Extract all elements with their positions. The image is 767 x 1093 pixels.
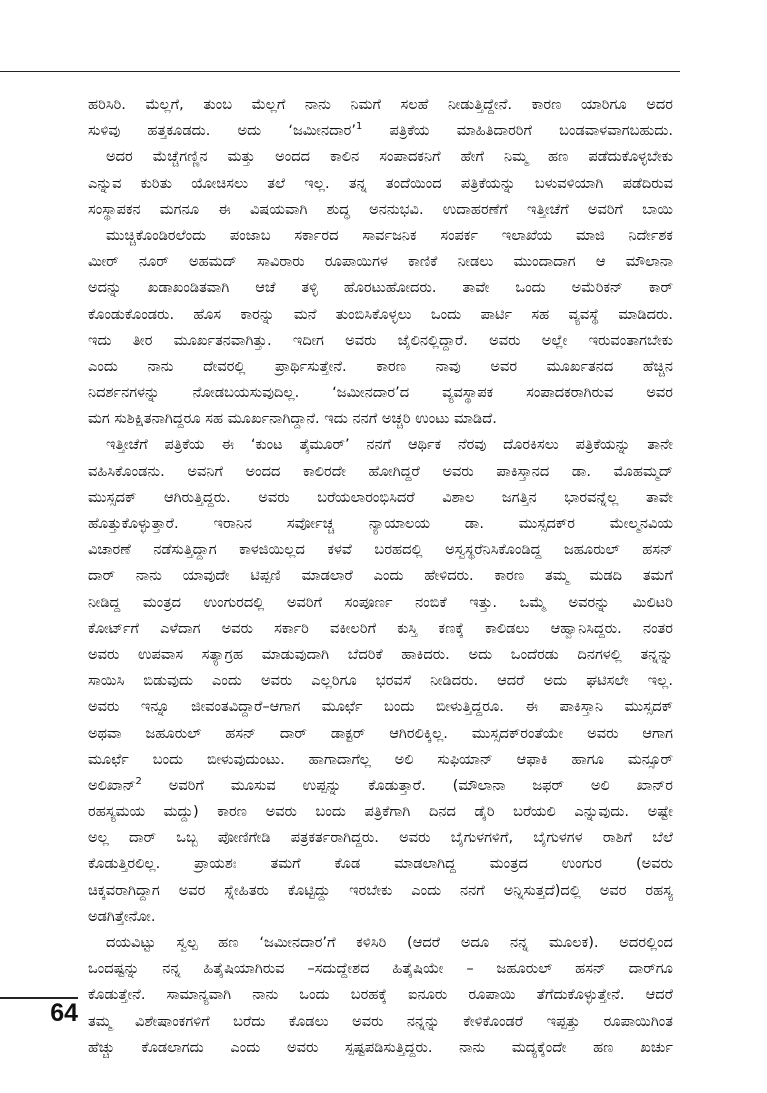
- text-line-start: ಅಲಿಖಾನ್: [88, 776, 136, 794]
- text-line: ಅಲ್ಲ ದಾರ್ ಒಬ್ಬ ಪೋಣಿಗೇಡಿ ಪತ್ರಕರ್ತರಾಗಿದ್ದರು. ಅವರು ಬೈಗುಳಗಳಿಗೆ, ಬೈಗುಳಗಳ ರಾಶಿಗೆ ಬೆಲೆ: [88, 829, 673, 847]
- text-line: ಒಂದಷ್ಟನ್ನು ನನ್ನ ಹಿತೈಷಿಯಾಗಿರುವ –ಸದುದ್ದೇಶದ ಹಿತೈಷಿಯೇ – ಜಹೂರುಲ್ ಹಸನ್ ದಾರ್‌ಗೂ: [88, 960, 673, 978]
- text-line: ರಹಸ್ಯಮಯ ಮದ್ದು) ಕಾರಣ ಅವರು ಬಂದು ಪತ್ರಿಕೆಗಾಗಿ ದಿನದ ಡೈರಿ ಬರೆಯಲಿ ಎನ್ನುವುದು. ಅಷ್ಟೇ: [88, 803, 673, 821]
- page-number: 64: [50, 999, 78, 1027]
- text-line: ಎಂದು ನಾನು ದೇವರಲ್ಲಿ ಪ್ರಾರ್ಥಿಸುತ್ತೇನೆ. ಕಾರಣ ನಾವು ಅವರ ಮೂರ್ಖತನದ ಹೆಚ್ಚಿನ: [88, 357, 673, 375]
- text-line-end: ಪತ್ರಿಕೆಯ ಮಾಹಿತಿದಾರರಿಗೆ ಬಂಡವಾಳವಾಗಬಹುದು.: [362, 122, 673, 140]
- text-line: ಮೀರ್ ನೂರ್ ಅಹಮದ್ ಸಾವಿರಾರು ರೂಪಾಯಿಗಳ ಕಾಣಿಕೆ ನೀಡಲು ಮುಂದಾದಾಗ ಆ ಮೌಲಾನಾ: [88, 253, 673, 271]
- text-line: ಇದು ತೀರ ಮೂರ್ಖತನವಾಗಿತ್ತು. ಇದೀಗ ಅವರು ಜೈಲಿನಲ್ಲಿದ್ದಾರೆ. ಅವರು ಅಲ್ಲೇ ಇರುವಂತಾಗಬೇಕು: [88, 331, 673, 349]
- text-line: ಹೊತ್ತುಕೊಳ್ಳುತ್ತಾರೆ. ಇರಾನಿನ ಸರ್ವೋಚ್ಚ ನ್ಯಾಯಾಲಯ ಡಾ. ಮುಸ್ಸದಕ್‌ರ ಮೇಲ್ಮನವಿಯ: [88, 515, 673, 532]
- text-line: ಅಡಗಿತ್ತೇನೋ.: [88, 907, 156, 925]
- text-line: ಮುಸ್ಸದಕ್ ಆಗಿರುತ್ತಿದ್ದರು. ಅವರು ಬರೆಯಲಾರಂಭಿಸಿದರೆ ವಿಶಾಲ ಜಗತ್ತಿನ ಭಾರವನ್ನೆಲ್ಲ ತಾವೇ: [88, 488, 673, 506]
- text-line: ದಯವಿಟ್ಟು ಸ್ವಲ್ಪ ಹಣ ‘ಜಮೀನದಾರ’ಗೆ ಕಳಿಸಿರಿ (ಆದರೆ ಅದೂ ನನ್ನ ಮೂಲಕ). ಅದರಲ್ಲಿಂದ: [106, 934, 673, 951]
- text-line: ಕೊಡುತ್ತಿರಲಿಲ್ಲ. ಪ್ರಾಯಶಃ ತಮಗೆ ಕೊಡ ಮಾಡಲಾಗಿದ್ದ ಮಂತ್ರದ ಉಂಗುರ (ಅವರು: [88, 855, 673, 873]
- text-line: ಚಿಕ್ಕವರಾಗಿದ್ದಾಗ ಅವರ ಸ್ನೇಹಿತರು ಕೊಟ್ಟಿದ್ದು ಇರಬೇಕು ಎಂದು ನನಗೆ ಅನ್ನಿಸುತ್ತದೆ)ದಲ್ಲಿ ಅವರ ರಹಸ್ಯ: [88, 881, 673, 899]
- text-line: ಹರಿಸಿರಿ. ಮೆಲ್ಲಗೆ, ತುಂಬ ಮೆಲ್ಲಗೆ ನಾನು ನಿಮಗೆ ಸಲಹೆ ನೀಡುತ್ತಿದ್ದೇನೆ. ಕಾರಣ ಯಾರಿಗೂ ಅದರ: [88, 96, 673, 113]
- text-line: ಅವರು ಉಪವಾಸ ಸತ್ಯಾಗ್ರಹ ಮಾಡುವುದಾಗಿ ಬೆದರಿಕೆ ಹಾಕಿದರು. ಅದು ಒಂದೆರಡು ದಿನಗಳಲ್ಲಿ ತನ್ನನ್ನು: [88, 645, 673, 663]
- text-line: ನೀಡಿದ್ದ ಮಂತ್ರದ ಉಂಗುರದಲ್ಲಿ ಅವರಿಗೆ ಸಂಪೂರ್ಣ ನಂಬಿಕೆ ಇತ್ತು. ಒಮ್ಮೆ ಅವರನ್ನು ಮಿಲಿಟರಿ: [88, 593, 673, 611]
- text-line: ಎನ್ನುವ ಕುರಿತು ಯೋಚಿಸಲು ತಲೆ ಇಲ್ಲ. ತನ್ನ ತಂದೆಯಿಂದ ಪತ್ರಿಕೆಯನ್ನು ಬಳುವಳಿಯಾಗಿ ಪಡೆದಿರುವ: [88, 174, 673, 192]
- text-line: ಮಗ ಸುಶಿಕ್ಷಿತನಾಗಿದ್ದರೂ ಸಹ ಮೂರ್ಖನಾಗಿದ್ದಾನೆ. ಇದು ನನಗೆ ಅಚ್ಚರಿ ಉಂಟು ಮಾಡಿದೆ.: [88, 410, 497, 428]
- text-line: ಕೊಡುತ್ತೇನೆ. ಸಾಮಾನ್ಯವಾಗಿ ನಾನು ಒಂದು ಬರಹಕ್ಕೆ ಐನೂರು ರೂಪಾಯಿ ತೆಗೆದುಕೊಳ್ಳುತ್ತೇನೆ. ಆದರೆ: [88, 986, 673, 1004]
- header-rule: [0, 71, 680, 72]
- text-line: ಕೋರ್ಟ್‌ಗೆ ಎಳೆದಾಗ ಅವರು ಸರ್ಕಾರಿ ವಕೀಲರಿಗೆ ಕುಸ್ತಿ ಕಣಕ್ಕೆ ಕಾಲಿಡಲು ಆಹ್ವಾನಿಸಿದ್ದರು. ನಂತರ: [88, 619, 673, 637]
- text-line: ಅದನ್ನು ಖಡಾಖಂಡಿತವಾಗಿ ಆಚೆ ತಳ್ಳಿ ಹೊರಟುಹೋದರು. ತಾವೇ ಒಂದು ಅಮೆರಿಕನ್ ಕಾರ್: [88, 279, 673, 297]
- text-line: ಅವರು ಇನ್ನೂ ಜೀವಂತವಿದ್ದಾರೆ–ಆಗಾಗ ಮೂರ್ಛೆ ಬಂದು ಬೀಳುತ್ತಿದ್ದರೂ. ಈ ಪಾಕಿಸ್ತಾನಿ ಮುಸ್ಸದಕ್: [88, 698, 673, 716]
- text-line: ಸಂಸ್ಥಾಪಕನ ಮಗನೂ ಈ ವಿಷಯವಾಗಿ ಶುದ್ಧ ಅನನುಭವಿ. ಉದಾಹರಣೆಗೆ ಇತ್ತೀಚೆಗೆ ಅವರಿಗೆ ಬಾಯಿ: [88, 200, 673, 218]
- text-line: [88, 118, 673, 144]
- text-line: ಕೊಂಡುಕೊಂಡರು. ಹೊಸ ಕಾರನ್ನು ಮನೆ ತುಂಬಿಸಿಕೊಳ್ಳಲು ಒಂದು ಪಾರ್ಟಿ ಸಹ ವ್ಯವಸ್ಥೆ ಮಾಡಿದರು.: [88, 305, 673, 323]
- text-line: ನಿದರ್ಶನಗಳನ್ನು ನೋಡಬಯಸುವುದಿಲ್ಲ. ‘ಜಮೀನದಾರ’ದ ವ್ಯವಸ್ಥಾಪಕ ಸಂಪಾದಕರಾಗಿರುವ ಅವರ: [88, 384, 673, 402]
- text-line: ಅಥವಾ ಜಹೂರುಲ್ ಹಸನ್ ದಾರ್ ಡಾಕ್ಟರ್ ಆಗಿರಲಿಕ್ಕಿಲ್ಲ. ಮುಸ್ಸದಕ್‌ರಂತೆಯೇ ಅವರು ಆಗಾಗ: [88, 724, 673, 742]
- footnote-marker: 2: [135, 776, 142, 788]
- text-line: ದಾರ್ ನಾನು ಯಾವುದೇ ಟಿಪ್ಪಣಿ ಮಾಡಲಾರೆ ಎಂದು ಹೇಳಿದರು. ಕಾರಣ ತಮ್ಮ ಮಡದಿ ತಮಗೆ: [88, 567, 673, 585]
- footnote-marker: 1: [356, 121, 363, 133]
- text-line: ಮೂರ್ಛೆ ಬಂದು ಬೀಳುವುದುಂಟು. ಹಾಗಾದಾಗೆಲ್ಲ ಅಲಿ ಸುಫಿಯಾನ್ ಆಫಾಕಿ ಹಾಗೂ ಮನ್ಸೂರ್: [88, 750, 673, 768]
- body-text: [88, 92, 673, 1061]
- text-line: ಹೆಚ್ಚು ಕೊಡಲಾಗದು ಎಂದು ಅವರು ಸ್ಪಷ್ಟಪಡಿಸುತ್ತಿದ್ದರು. ನಾನು ಮದ್ಯಕ್ಕೆಂದೇ ಹಣ ಖರ್ಚು: [88, 1038, 673, 1056]
- text-line: ಅದರ ಮೆಚ್ಚೆಗಣ್ಣಿನ ಮತ್ತು ಅಂದದ ಕಾಲಿನ ಸಂಪಾದಕನಿಗೆ ಹೇಗೆ ನಿಮ್ಮ ಹಣ ಪಡೆದುಕೊಳ್ಳಬೇಕು: [106, 148, 673, 166]
- text-line: ಇತ್ತೀಚೆಗೆ ಪತ್ರಿಕೆಯ ಈ ‘ಕುಂಟ ತೈಮೂರ್’ ನನಗೆ ಆರ್ಥಿಕ ನೆರವು ದೊರಕಿಸಲು ಪತ್ರಿಕೆಯನ್ನು ತಾನೇ: [106, 436, 673, 454]
- text-line: [88, 773, 673, 799]
- text-line: ತಮ್ಮ ವಿಶೇಷಾಂಕಗಳಿಗೆ ಬರೆದು ಕೊಡಲು ಅವರು ನನ್ನನ್ನು ಕೇಳಿಕೊಂಡರೆ ಇಪ್ಪತ್ತು ರೂಪಾಯಿಗಿಂತ: [88, 1012, 673, 1030]
- text-line: ವಹಿಸಿಕೊಂಡನು. ಅವನಿಗೆ ಅಂದದ ಕಾಲಿರದೇ ಹೋಗಿದ್ದರೆ ಅವರು ಪಾಕಿಸ್ತಾನದ ಡಾ. ಮೊಹಮ್ಮದ್: [88, 462, 673, 480]
- text-line: ಮುಚ್ಚಿಕೊಂಡಿರಲೆಂದು ಪಂಜಾಬ ಸರ್ಕಾರದ ಸಾರ್ವಜನಿಕ ಸಂಪರ್ಕ ಇಲಾಖೆಯ ಮಾಜಿ ನಿರ್ದೇಶಕ: [106, 226, 673, 244]
- text-line: ಸಾಯಿಸಿ ಬಿಡುವುದು ಎಂದು ಅವರು ಎಲ್ಲರಿಗೂ ಭರವಸೆ ನೀಡಿದರು. ಆದರೆ ಅದು ಘಟಿಸಲೇ ಇಲ್ಲ.: [88, 672, 673, 690]
- text-line-end: ಅವರಿಗೆ ಮೂಸುವ ಉಪ್ಪನ್ನು ಕೊಡುತ್ತಾರೆ. (ಮೌಲಾನಾ ಜಫರ್ ಅಲಿ ಖಾನ್‌ರ: [141, 776, 673, 794]
- text-line-start: ಸುಳಿವು ಹತ್ತಕೂಡದು. ಅದು ‘ಜಮೀನದಾರ’: [88, 122, 357, 140]
- text-line: ವಿಚಾರಣೆ ನಡೆಸುತ್ತಿದ್ದಾಗ ಕಾಳಜಿಯಿಲ್ಲದ ಕಳವೆ ಬರಹದಲ್ಲಿ ಅಸ್ವಸ್ಥರೆನಿಸಿಕೊಂಡಿದ್ದ ಜಹೂರುಲ್ ಹಸನ್: [88, 541, 673, 559]
